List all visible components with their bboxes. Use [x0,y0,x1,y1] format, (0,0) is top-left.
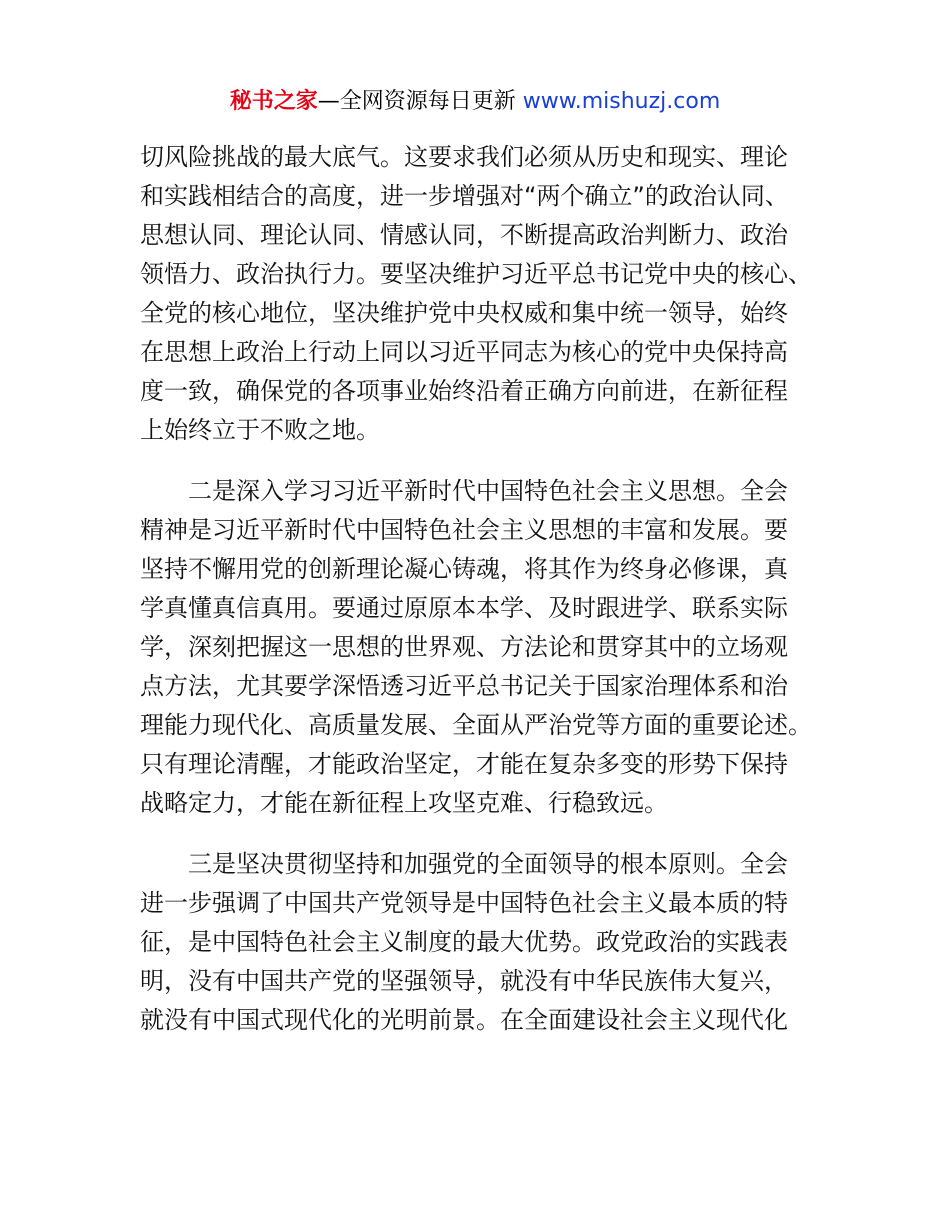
page-header [0,86,950,118]
text-line: 精神是习近平新时代中国特色社会主义思想的丰富和发展。要 [140,516,788,544]
text-line: 点方法，尤其要学深悟透习近平总书记关于国家治理体系和治 [140,672,788,700]
text-line: 只有理论清醒，才能政治坚定，才能在复杂多变的形势下保持 [140,750,788,778]
text-line: 二是深入学习习近平新时代中国特色社会主义思想。全会 [188,477,788,505]
text-line: 战略定力，才能在新征程上攻坚克难、行稳致远。 [140,789,668,817]
text-line: 坚持不懈用党的创新理论凝心铸魂，将其作为终身必修课，真 [140,555,788,583]
text-line: 明，没有中国共产党的坚强领导，就没有中华民族伟大复兴， [140,967,788,995]
text-line: 和实践相结合的高度，进一步增强对“两个确立”的政治认同、 [140,182,789,210]
text-line: 领悟力、政治执行力。要坚决维护习近平总书记党中央的核心、 [140,260,812,288]
text-line: 切风险挑战的最大底气。这要求我们必须从历史和现实、理论 [140,143,788,171]
text-line: 思想认同、理论认同、情感认同，不断提高政治判断力、政治 [140,221,788,249]
text-line: 在思想上政治上行动上同以习近平同志为核心的党中央保持高 [140,338,788,366]
site-brand: 秘书之家 [229,89,318,114]
text-line: 征，是中国特色社会主义制度的最大优势。政党政治的实践表 [140,928,788,956]
site-slogan: —全网资源每日更新 [317,89,516,114]
text-line: 学，深刻把握这一思想的世界观、方法论和贯穿其中的立场观 [140,633,788,661]
text-line: 学真懂真信真用。要通过原原本本学、及时跟进学、联系实际 [140,594,788,622]
text-line: 理能力现代化、高质量发展、全面从严治党等方面的重要论述。 [140,711,812,739]
paragraph-2 [140,472,820,823]
text-line: 全党的核心地位，坚决维护党中央权威和集中统一领导，始终 [140,299,788,327]
text-line: 就没有中国式现代化的光明前景。在全面建设社会主义现代化 [140,1006,788,1034]
text-line: 上始终立于不败之地。 [140,416,380,444]
text-line: 度一致，确保党的各项事业始终沿着正确方向前进，在新征程 [140,377,788,405]
paragraph-3 [140,845,820,1040]
paragraph-1 [140,138,820,450]
site-url-link[interactable]: www.mishuzj.com [522,89,721,114]
text-line: 三是坚决贯彻坚持和加强党的全面领导的根本原则。全会 [188,850,788,878]
text-line: 进一步强调了中国共产党领导是中国特色社会主义最本质的特 [140,889,788,917]
document-body [140,138,820,1040]
